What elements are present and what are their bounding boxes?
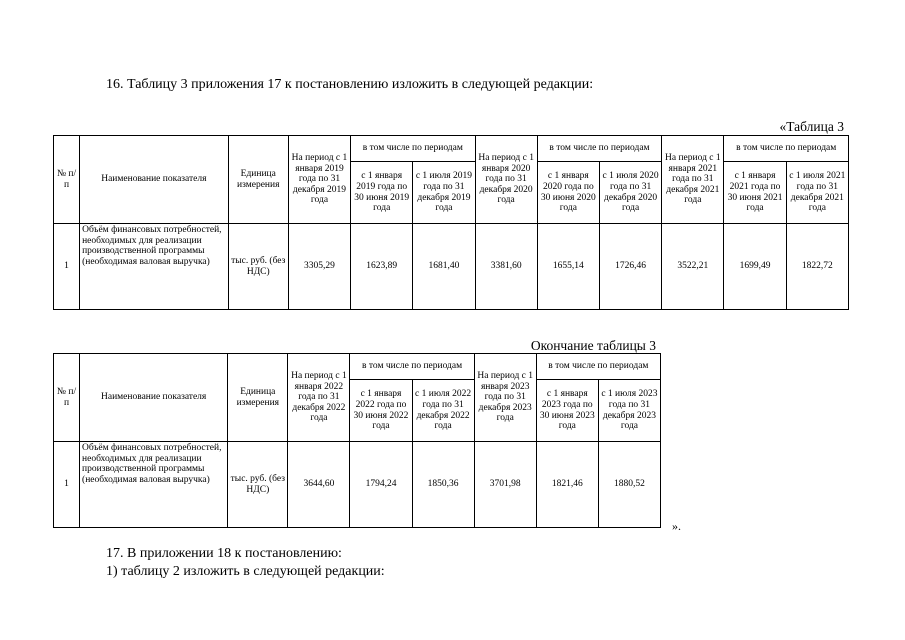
row-value: 1880,52 <box>598 442 660 528</box>
header-name: Наименование показателя <box>80 354 228 442</box>
row-unit: тыс. руб. (без НДС) <box>228 224 288 310</box>
header-subgroup-2020: в том числе по периодам <box>537 136 661 162</box>
header-num: № п/п <box>54 354 80 442</box>
header-subgroup-2022: в том числе по периодам <box>350 354 474 380</box>
table1-caption: «Таблица 3 <box>779 119 844 134</box>
header-subgroup-2023: в том числе по периодам <box>536 354 660 380</box>
row-value: 1681,40 <box>413 224 475 310</box>
row-value: 3522,21 <box>662 224 724 310</box>
row-name: Объём финансовых потребностей, необходимых для реализации производственной программы (необходимая валовая выручка) <box>80 442 228 528</box>
header-subperiod: с 1 января 2021 года по 30 июня 2021 года <box>724 162 786 224</box>
table-row <box>54 442 661 528</box>
header-name: Наименование показателя <box>80 136 229 224</box>
header-subperiod: с 1 июля 2022 года по 31 декабря 2022 года <box>412 380 474 442</box>
row-num: 1 <box>54 442 80 528</box>
table-row <box>54 224 849 310</box>
header-unit: Единица измерения <box>228 136 288 224</box>
header-subperiod: с 1 июля 2023 года по 31 декабря 2023 года <box>598 380 660 442</box>
header-subperiod: с 1 июля 2021 года по 31 декабря 2021 года <box>786 162 848 224</box>
row-value: 1822,72 <box>786 224 848 310</box>
table-3-part-2 <box>53 353 661 528</box>
header-subperiod: с 1 января 2020 года по 30 июня 2020 года <box>537 162 599 224</box>
paragraph-16: 16. Таблицу 3 приложения 17 к постановлению изложить в следующей редакции: <box>106 77 594 92</box>
header-period-2021: На период с 1 января 2021 года по 31 декабря 2021 года <box>662 136 724 224</box>
header-num: № п/п <box>54 136 80 224</box>
header-subperiod: с 1 января 2023 года по 30 июня 2023 года <box>536 380 598 442</box>
row-unit: тыс. руб. (без НДС) <box>228 442 288 528</box>
row-num: 1 <box>54 224 80 310</box>
header-subperiod: с 1 июля 2020 года по 31 декабря 2020 года <box>599 162 661 224</box>
table2-caption: Окончание таблицы 3 <box>530 338 656 353</box>
row-value: 3305,29 <box>288 224 350 310</box>
table-3-part-1 <box>53 135 849 310</box>
row-value: 1821,46 <box>536 442 598 528</box>
paragraph-17: 17. В приложении 18 к постановлению: <box>106 546 342 561</box>
header-unit: Единица измерения <box>228 354 288 442</box>
row-value: 3701,98 <box>474 442 536 528</box>
row-name: Объём финансовых потребностей, необходимых для реализации производственной программы (необходимая валовая выручка) <box>80 224 229 310</box>
header-subperiod: с 1 июля 2019 года по 31 декабря 2019 года <box>413 162 475 224</box>
header-period-2020: На период с 1 января 2020 года по 31 декабря 2020 года <box>475 136 537 224</box>
header-period-2022: На период с 1 января 2022 года по 31 декабря 2022 года <box>288 354 350 442</box>
header-subperiod: с 1 января 2022 года по 30 июня 2022 года <box>350 380 412 442</box>
row-value: 1850,36 <box>412 442 474 528</box>
row-value: 3644,60 <box>288 442 350 528</box>
row-value: 1655,14 <box>537 224 599 310</box>
header-subgroup-2019: в том числе по периодам <box>351 136 475 162</box>
closing-quote: ». <box>672 519 681 533</box>
paragraph-17-item-1: 1) таблицу 2 изложить в следующей редакции: <box>106 564 385 579</box>
header-subgroup-2021: в том числе по периодам <box>724 136 849 162</box>
row-value: 1623,89 <box>351 224 413 310</box>
row-value: 3381,60 <box>475 224 537 310</box>
row-value: 1794,24 <box>350 442 412 528</box>
header-subperiod: с 1 января 2019 года по 30 июня 2019 года <box>351 162 413 224</box>
header-period-2019: На период с 1 января 2019 года по 31 декабря 2019 года <box>288 136 350 224</box>
row-value: 1699,49 <box>724 224 786 310</box>
header-period-2023: На период с 1 января 2023 года по 31 декабря 2023 года <box>474 354 536 442</box>
row-value: 1726,46 <box>599 224 661 310</box>
